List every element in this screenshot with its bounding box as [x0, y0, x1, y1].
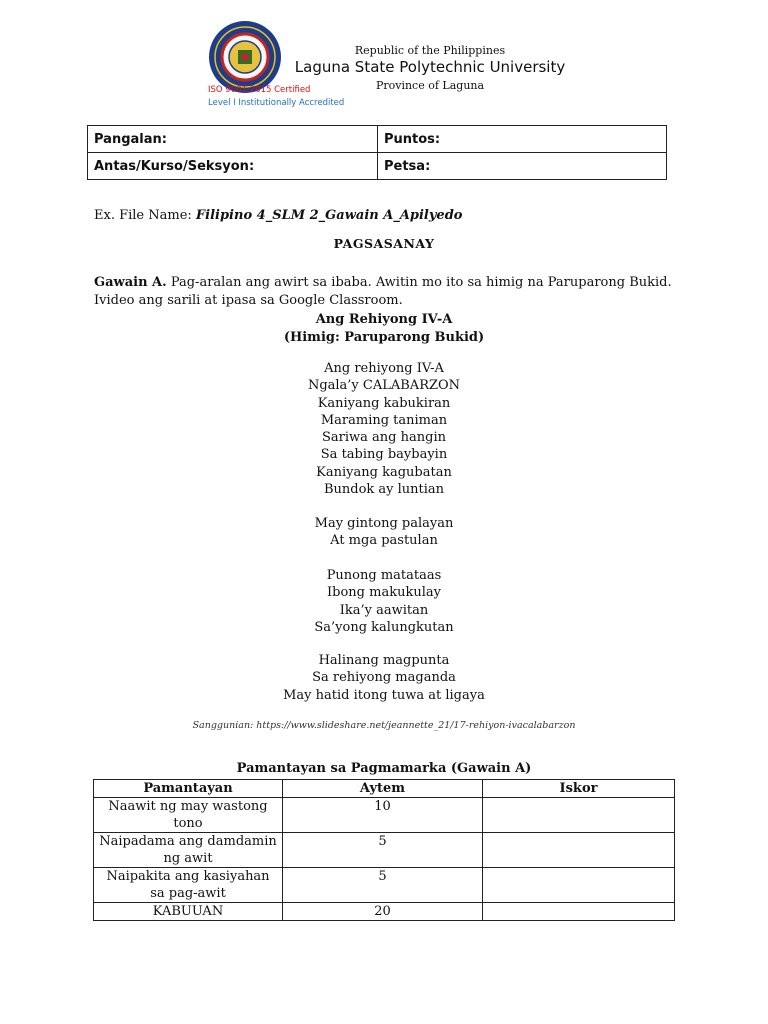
song-stanza-4 [0, 652, 768, 704]
university-name: Laguna State Polytechnic University [294, 58, 566, 76]
lyric-line: Bundok ay luntian [323, 482, 445, 498]
rubric-score-cell[interactable] [483, 798, 675, 833]
lyric-line: Maraming taniman [320, 412, 448, 428]
country-line: Republic of the Philippines [354, 44, 506, 57]
name-field[interactable] [88, 126, 378, 153]
rubric-points: 5 [283, 868, 483, 903]
score-label: Puntos: [384, 131, 441, 147]
song-tune: (Himig: Paruparong Bukid) [283, 330, 485, 345]
rubric-total-row [94, 903, 675, 921]
lyric-line: Sariwa ang hangin [322, 430, 446, 446]
lyric-line: Sa rehiyong maganda [312, 670, 456, 686]
lyric-line: Halinang magpunta [318, 653, 450, 668]
instructions-text: Pag-aralan ang awirt sa ibaba. Awitin mo ito sa himig na Paruparong Bukid. Ivideo ang sarili at ipasa sa Google Classroom. [94, 275, 672, 308]
song-stanza-2 [0, 515, 768, 550]
song-stanza-3 [0, 567, 768, 636]
table-row [94, 868, 675, 903]
song-heading [0, 311, 768, 347]
file-name-value: Filipino 4_SLM 2_Gawain A_Apilyedo [195, 208, 463, 223]
lyric-line: Ang rehiyong IV-A [324, 361, 444, 376]
level-course-section-label: Antas/Kurso/Seksyon: [94, 158, 255, 174]
rubric-points: 5 [283, 833, 483, 868]
file-name-prefix: Ex. File Name: [94, 208, 192, 223]
song-stanza-1 [0, 360, 768, 498]
lyric-line: Kaniyang kagubatan [316, 464, 452, 480]
section-title: PAGSASANAY [333, 236, 435, 251]
rubric-table [93, 779, 675, 921]
rubric-criterion: Naipakita ang kasiyahan sa pag-awit [94, 868, 283, 903]
lyric-line: Ibong makukulay [327, 585, 441, 601]
rubric-header-points: Aytem [283, 780, 483, 798]
source-reference: Sanggunian: https://www.slideshare.net/jeannette_21/17-rehiyon-ivacalabarzon [192, 720, 576, 731]
lyric-line: Kaniyang kabukiran [317, 395, 451, 411]
lyric-line: Ngala’y CALABARZON [307, 378, 461, 394]
iso-certification: ISO 9001:2015 Certified [208, 85, 311, 95]
lyric-line: May hatid itong tuwa at ligaya [283, 687, 485, 703]
lyric-line: Sa’yong kalungkutan [314, 619, 454, 635]
table-row [94, 833, 675, 868]
rubric-criterion: Naawit ng may wastong tono [94, 798, 283, 833]
lyric-line: Ika’y aawitan [339, 602, 429, 618]
date-label: Petsa: [384, 158, 431, 174]
song-title: Ang Rehiyong IV-A [315, 312, 453, 327]
rubric-score-cell[interactable] [483, 833, 675, 868]
accreditation-line: Level I Institutionally Accredited [208, 98, 345, 108]
instructions-lead: Gawain A. [94, 275, 167, 290]
lyric-line: Punong matataas [326, 568, 442, 583]
rubric-title: Pamantayan sa Pagmamarka (Gawain A) [236, 761, 532, 776]
student-info-table [87, 125, 667, 180]
rubric-header-criteria: Pamantayan [94, 780, 283, 798]
date-field[interactable] [378, 153, 667, 180]
rubric-total-points: 20 [283, 903, 483, 921]
lyric-line: May gintong palayan [314, 516, 454, 531]
level-course-section-field[interactable] [88, 153, 378, 180]
file-name-line [94, 208, 462, 223]
table-row [94, 798, 675, 833]
score-field[interactable] [378, 126, 667, 153]
lyric-line: At mga pastulan [330, 533, 438, 549]
name-label: Pangalan: [94, 131, 167, 147]
rubric-total-score-cell[interactable] [483, 903, 675, 921]
rubric-score-cell[interactable] [483, 868, 675, 903]
lyric-line: Sa tabing baybayin [320, 447, 448, 463]
rubric-total-label: KABUUAN [94, 903, 283, 921]
rubric-header-score: Iskor [483, 780, 675, 798]
rubric-points: 10 [283, 798, 483, 833]
province-line: Province of Laguna [375, 79, 485, 92]
rubric-header-row [94, 780, 675, 798]
instructions [94, 274, 684, 310]
rubric-criterion: Naipadama ang damdamin ng awit [94, 833, 283, 868]
